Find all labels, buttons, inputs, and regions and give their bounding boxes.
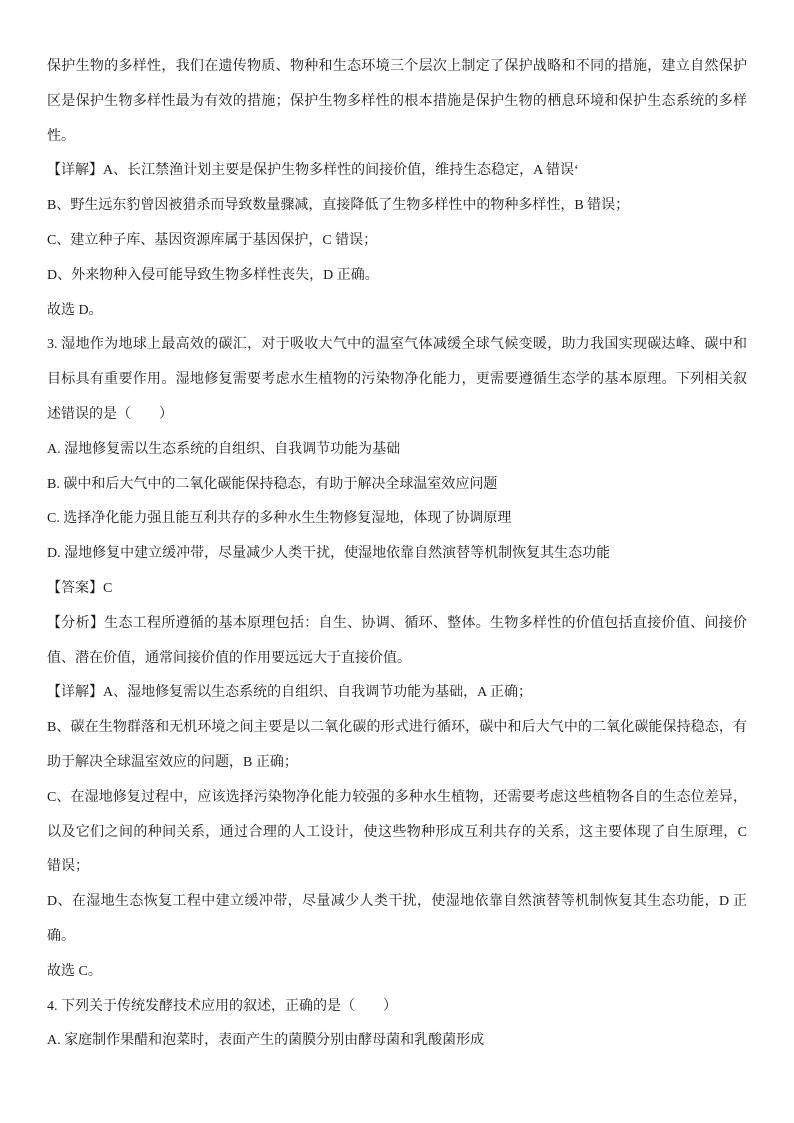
question-stem: 目标具有重要作用。湿地修复需要考虑水生植物的污染物净化能力，更需要遵循生态学的基本原理。下列相关叙 bbox=[47, 372, 747, 388]
analysis-line: 性。 bbox=[47, 128, 75, 144]
explanation-line: D、外来物种入侵可能导致生物多样性丧失，D 正确。 bbox=[47, 267, 379, 283]
question-stem: 4. 下列关于传统发酵技术应用的叙述，正确的是（ ） bbox=[47, 998, 397, 1014]
choice-conclusion: 故选 D。 bbox=[47, 302, 103, 318]
choice-conclusion: 故选 C。 bbox=[47, 963, 102, 979]
analysis-line: 保护生物的多样性，我们在遗传物质、物种和生态环境三个层次上制定了保护战略和不同的措施，建立自然保护 bbox=[47, 59, 747, 74]
question-stem: 3. 湿地作为地球上最高效的碳汇，对于吸收大气中的温室气体减缓全球气候变暖，助力我国实现碳达峰、碳中和 bbox=[47, 337, 747, 353]
explanation-line: B、野生远东豹曾因被猎杀而导致数量骤减，直接降低了生物多样性中的物种多样性，B 错误； bbox=[47, 198, 630, 214]
document-body bbox=[47, 57, 747, 1066]
option-a: A. 家庭制作果醋和泡菜时，表面产生的菌膜分别由酵母菌和乳酸菌形成 bbox=[47, 1033, 485, 1049]
explanation-line: 【详解】A、湿地修复需以生态系统的自组织、自我调节功能为基础，A 正确； bbox=[47, 685, 532, 701]
option-c: C. 选择净化能力强且能互利共存的多种水生生物修复湿地，体现了协调原理 bbox=[47, 511, 512, 527]
question-stem: 述错误的是（ ） bbox=[47, 406, 173, 422]
option-d: D. 湿地修复中建立缓冲带，尽量减少人类干扰，使湿地依靠自然演替等机制恢复其生态功能 bbox=[47, 546, 611, 562]
option-b: B. 碳中和后大气中的二氧化碳能保持稳态，有助于解决全球温室效应问题 bbox=[47, 476, 498, 492]
explanation-line: 以及它们之间的种间关系，通过合理的人工设计，使这些物种形成互利共存的关系，这主要体现了自生原理，C bbox=[47, 824, 747, 840]
explanation-line: B、碳在生物群落和无机环境之间主要是以二氧化碳的形式进行循环，碳中和后大气中的二氧化碳能保持稳态，有 bbox=[47, 720, 747, 736]
analysis-line: 【分析】生态工程所遵循的基本原理包括：自生、协调、循环、整体。生物多样性的价值包括直接价值、间接价 bbox=[47, 615, 747, 631]
answer-line: 【答案】C bbox=[47, 580, 113, 596]
option-a: A. 湿地修复需以生态系统的自组织、自我调节功能为基础 bbox=[47, 441, 401, 457]
analysis-line: 区是保护生物多样性最为有效的措施；保护生物多样性的根本措施是保护生物的栖息环境和保护生态系统的多样 bbox=[47, 93, 747, 109]
explanation-line: 确。 bbox=[47, 928, 75, 944]
explanation-line: 【详解】A、长江禁渔计划主要是保护生物多样性的间接价值，维持生态稳定，A 错误‘ bbox=[47, 163, 579, 179]
explanation-line: 错误； bbox=[47, 859, 89, 875]
explanation-line: C、建立种子库、基因资源库属于基因保护，C 错误； bbox=[47, 232, 378, 248]
explanation-line: 助于解决全球温室效应的问题，B 正确； bbox=[47, 754, 298, 770]
explanation-line: C、在湿地修复过程中，应该选择污染物净化能力较强的多种水生植物，还需要考虑这些植物各自的生态位差异， bbox=[47, 789, 747, 805]
analysis-line: 值、潜在价值，通常间接价值的作用要远远大于直接价值。 bbox=[47, 650, 411, 666]
explanation-line: D、在湿地生态恢复工程中建立缓冲带，尽量减少人类干扰，使湿地依靠自然演替等机制恢复其生态功能，D 正 bbox=[47, 894, 747, 910]
